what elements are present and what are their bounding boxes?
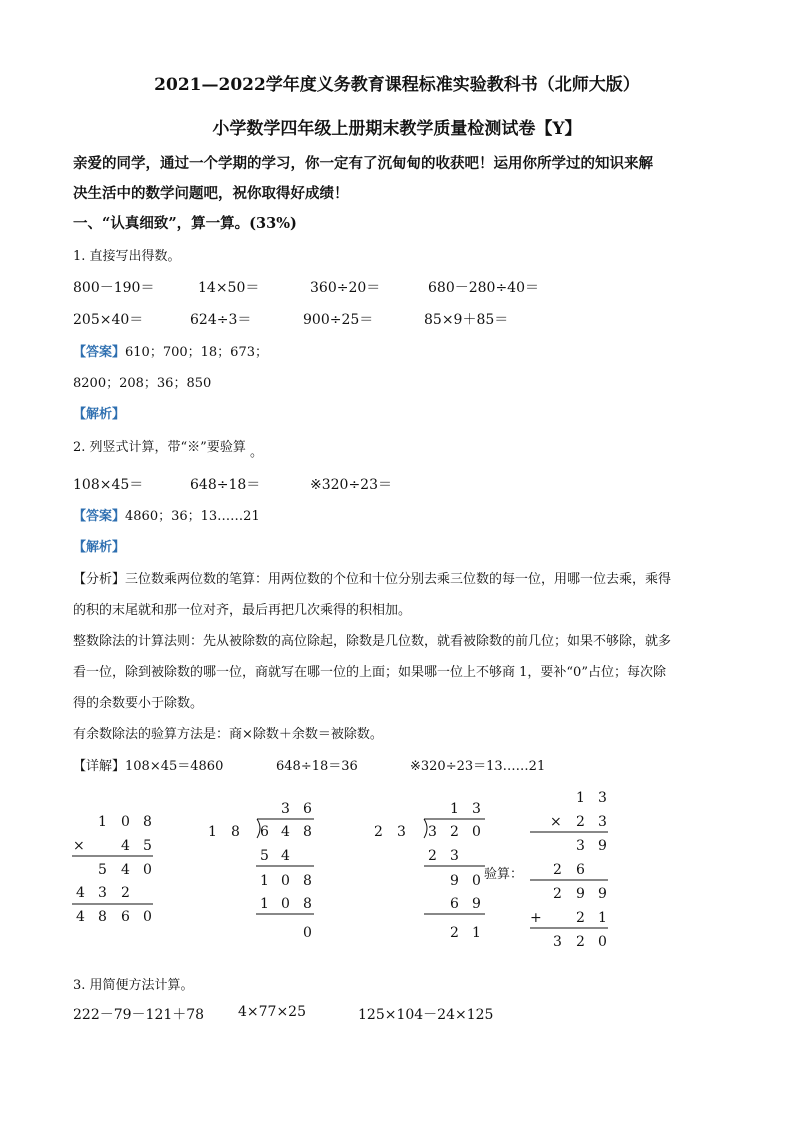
digit: 3 — [281, 801, 290, 817]
q1-item: 900÷25＝ — [303, 312, 374, 328]
digit: 4 — [281, 848, 290, 864]
answer-label: 【答案】 — [73, 509, 126, 524]
q1-answer — [73, 341, 268, 360]
q3-item: 4×77×25 — [238, 1004, 306, 1020]
digit: 6 — [303, 801, 312, 817]
digit: 3 — [576, 838, 585, 854]
digit: 3 — [450, 848, 459, 864]
q1-item: 85×9＋85＝ — [424, 312, 509, 328]
digit: 2 — [576, 910, 585, 926]
vertical-div-648by18 — [208, 801, 314, 941]
times-sign: × — [550, 814, 562, 830]
q2-fenxi-line-2: 的积的末尾就和那一位对齐，最后再把几次乘得的积相加。 — [73, 603, 412, 618]
digit: 4 — [76, 909, 85, 925]
q1-item: 800－190＝ — [73, 280, 155, 296]
digit: 2 — [450, 824, 459, 840]
q2-item: 108×45＝ — [73, 477, 144, 493]
digit: 9 — [598, 838, 607, 854]
digit: 0 — [121, 814, 130, 830]
digit: 6 — [260, 824, 269, 840]
answer-label: 【答案】 — [73, 345, 126, 360]
digit: 6 — [450, 896, 459, 912]
digit: 5 — [98, 862, 107, 878]
digit: 0 — [472, 873, 481, 889]
times-sign: × — [73, 838, 85, 854]
digit: 2 — [576, 934, 585, 950]
digit: 3 — [553, 934, 562, 950]
digit: 3 — [397, 824, 406, 840]
q1-answer-line-1: 610；700；18；673； — [125, 345, 268, 360]
digit: 4 — [121, 838, 130, 854]
q3-item: 222－79－121＋78 — [73, 1007, 205, 1023]
digit: 6 — [121, 909, 130, 925]
title-line-1: 2021—2022学年度义务教育课程标准实验教科书（北师大版） — [154, 75, 640, 95]
digit: 0 — [472, 824, 481, 840]
plus-sign: + — [530, 910, 542, 926]
q1-item: 624÷3＝ — [190, 312, 252, 328]
q2-rule-line-2: 看一位，除到被除数的哪一位，商就写在哪一位的上面；如果哪一位上不够商 1，要补“0”占位；每次除 — [73, 665, 666, 680]
digit: 3 — [98, 885, 107, 901]
digit: 2 — [576, 814, 585, 830]
fenxi-text: 三位数乘两位数的笔算：用两位数的个位和十位分别去乘三位数的每一位，用哪一位去乘，乘得 — [125, 572, 672, 587]
digit: 9 — [450, 873, 459, 889]
digit: 2 — [450, 925, 459, 941]
digit: 1 — [208, 824, 217, 840]
digit: 2 — [374, 824, 383, 840]
q2-answer-text: 4860；36；13……21 — [125, 509, 260, 524]
q2-item: 648÷18＝ — [190, 477, 261, 493]
digit: 5 — [143, 838, 152, 854]
digit: 8 — [303, 896, 312, 912]
q1-answer-line-2: 8200；208；36；850 — [73, 376, 212, 391]
q1-analysis-label: 【解析】 — [73, 407, 126, 422]
digit: 5 — [260, 848, 269, 864]
digit: 3 — [598, 790, 607, 806]
digit: 0 — [303, 925, 312, 941]
digit: 1 — [260, 896, 269, 912]
digit: 2 — [121, 885, 130, 901]
digit: 9 — [598, 886, 607, 902]
digit: 1 — [98, 814, 107, 830]
digit: 8 — [143, 814, 152, 830]
digit: 4 — [281, 824, 290, 840]
intro-line-2: 决生活中的数学问题吧，祝你取得好成绩！ — [73, 185, 349, 202]
q2-prompt-tail: 。 — [249, 445, 263, 460]
q2-rule-line-1: 整数除法的计算法则：先从被除数的高位除起，除数是几位数，就看被除数的前几位；如果不够除，就多 — [73, 634, 672, 649]
vertical-mul-108x45 — [72, 814, 153, 925]
detail-label: 【详解】 — [73, 759, 126, 774]
q1-prompt: 1. 直接写出得数。 — [73, 249, 181, 264]
q2-prompt — [73, 436, 263, 460]
title-line-2: 小学数学四年级上册期末教学质量检测试卷【Y】 — [212, 119, 582, 139]
check-label: 验算： — [484, 867, 524, 882]
digit: 1 — [450, 801, 459, 817]
digit: 3 — [598, 814, 607, 830]
vertical-calculations — [0, 780, 794, 960]
section-1-heading: 一、“认真细致”，算一算。(33%) — [73, 215, 297, 232]
q2-analysis-label: 【解析】 — [73, 540, 126, 555]
digit: 6 — [576, 862, 585, 878]
q2-detail — [73, 755, 223, 774]
digit: 1 — [576, 790, 585, 806]
q3-item: 125×104－24×125 — [358, 1007, 494, 1023]
q1-item: 14×50＝ — [198, 280, 260, 296]
digit: 1 — [260, 873, 269, 889]
q2-fenxi-line-1 — [73, 568, 671, 587]
digit: 0 — [143, 862, 152, 878]
digit: 9 — [576, 886, 585, 902]
digit: 9 — [472, 896, 481, 912]
q2-rule-line-3: 得的余数要小于除数。 — [73, 696, 204, 711]
detail-item: ※320÷23＝13……21 — [410, 759, 546, 774]
digit: 8 — [303, 824, 312, 840]
digit: 0 — [281, 896, 290, 912]
digit: 3 — [428, 824, 437, 840]
q2-answer — [73, 505, 260, 524]
digit: 2 — [428, 848, 437, 864]
q2-check-rule: 有余数除法的验算方法是：商×除数＋余数＝被除数。 — [73, 727, 383, 742]
q1-item: 205×40＝ — [73, 312, 144, 328]
q2-item: ※320÷23＝ — [310, 477, 392, 493]
digit: 4 — [76, 885, 85, 901]
digit: 0 — [143, 909, 152, 925]
q1-item: 360÷20＝ — [310, 280, 381, 296]
digit: 4 — [121, 862, 130, 878]
q2-prompt-text: 2. 列竖式计算，带“※”要验算 — [73, 440, 246, 455]
digit: 1 — [598, 910, 607, 926]
vertical-div-320by23 — [374, 801, 485, 941]
intro-line-1: 亲爱的同学，通过一个学期的学习，你一定有了沉甸甸的收获吧！运用你所学过的知识来解 — [73, 155, 653, 172]
detail-item: 108×45＝4860 — [125, 759, 224, 774]
digit: 1 — [472, 925, 481, 941]
fenxi-label: 【分析】 — [73, 572, 126, 587]
detail-item: 648÷18＝36 — [276, 759, 358, 774]
q3-prompt: 3. 用简便方法计算。 — [73, 978, 194, 993]
digit: 2 — [553, 862, 562, 878]
q1-item: 680－280÷40＝ — [428, 280, 539, 296]
digit: 8 — [98, 909, 107, 925]
division-bracket — [424, 819, 427, 838]
digit: 8 — [231, 824, 240, 840]
digit: 0 — [281, 873, 290, 889]
vertical-check — [530, 790, 608, 950]
digit: 8 — [303, 873, 312, 889]
digit: 0 — [598, 934, 607, 950]
digit: 2 — [553, 886, 562, 902]
digit: 3 — [472, 801, 481, 817]
